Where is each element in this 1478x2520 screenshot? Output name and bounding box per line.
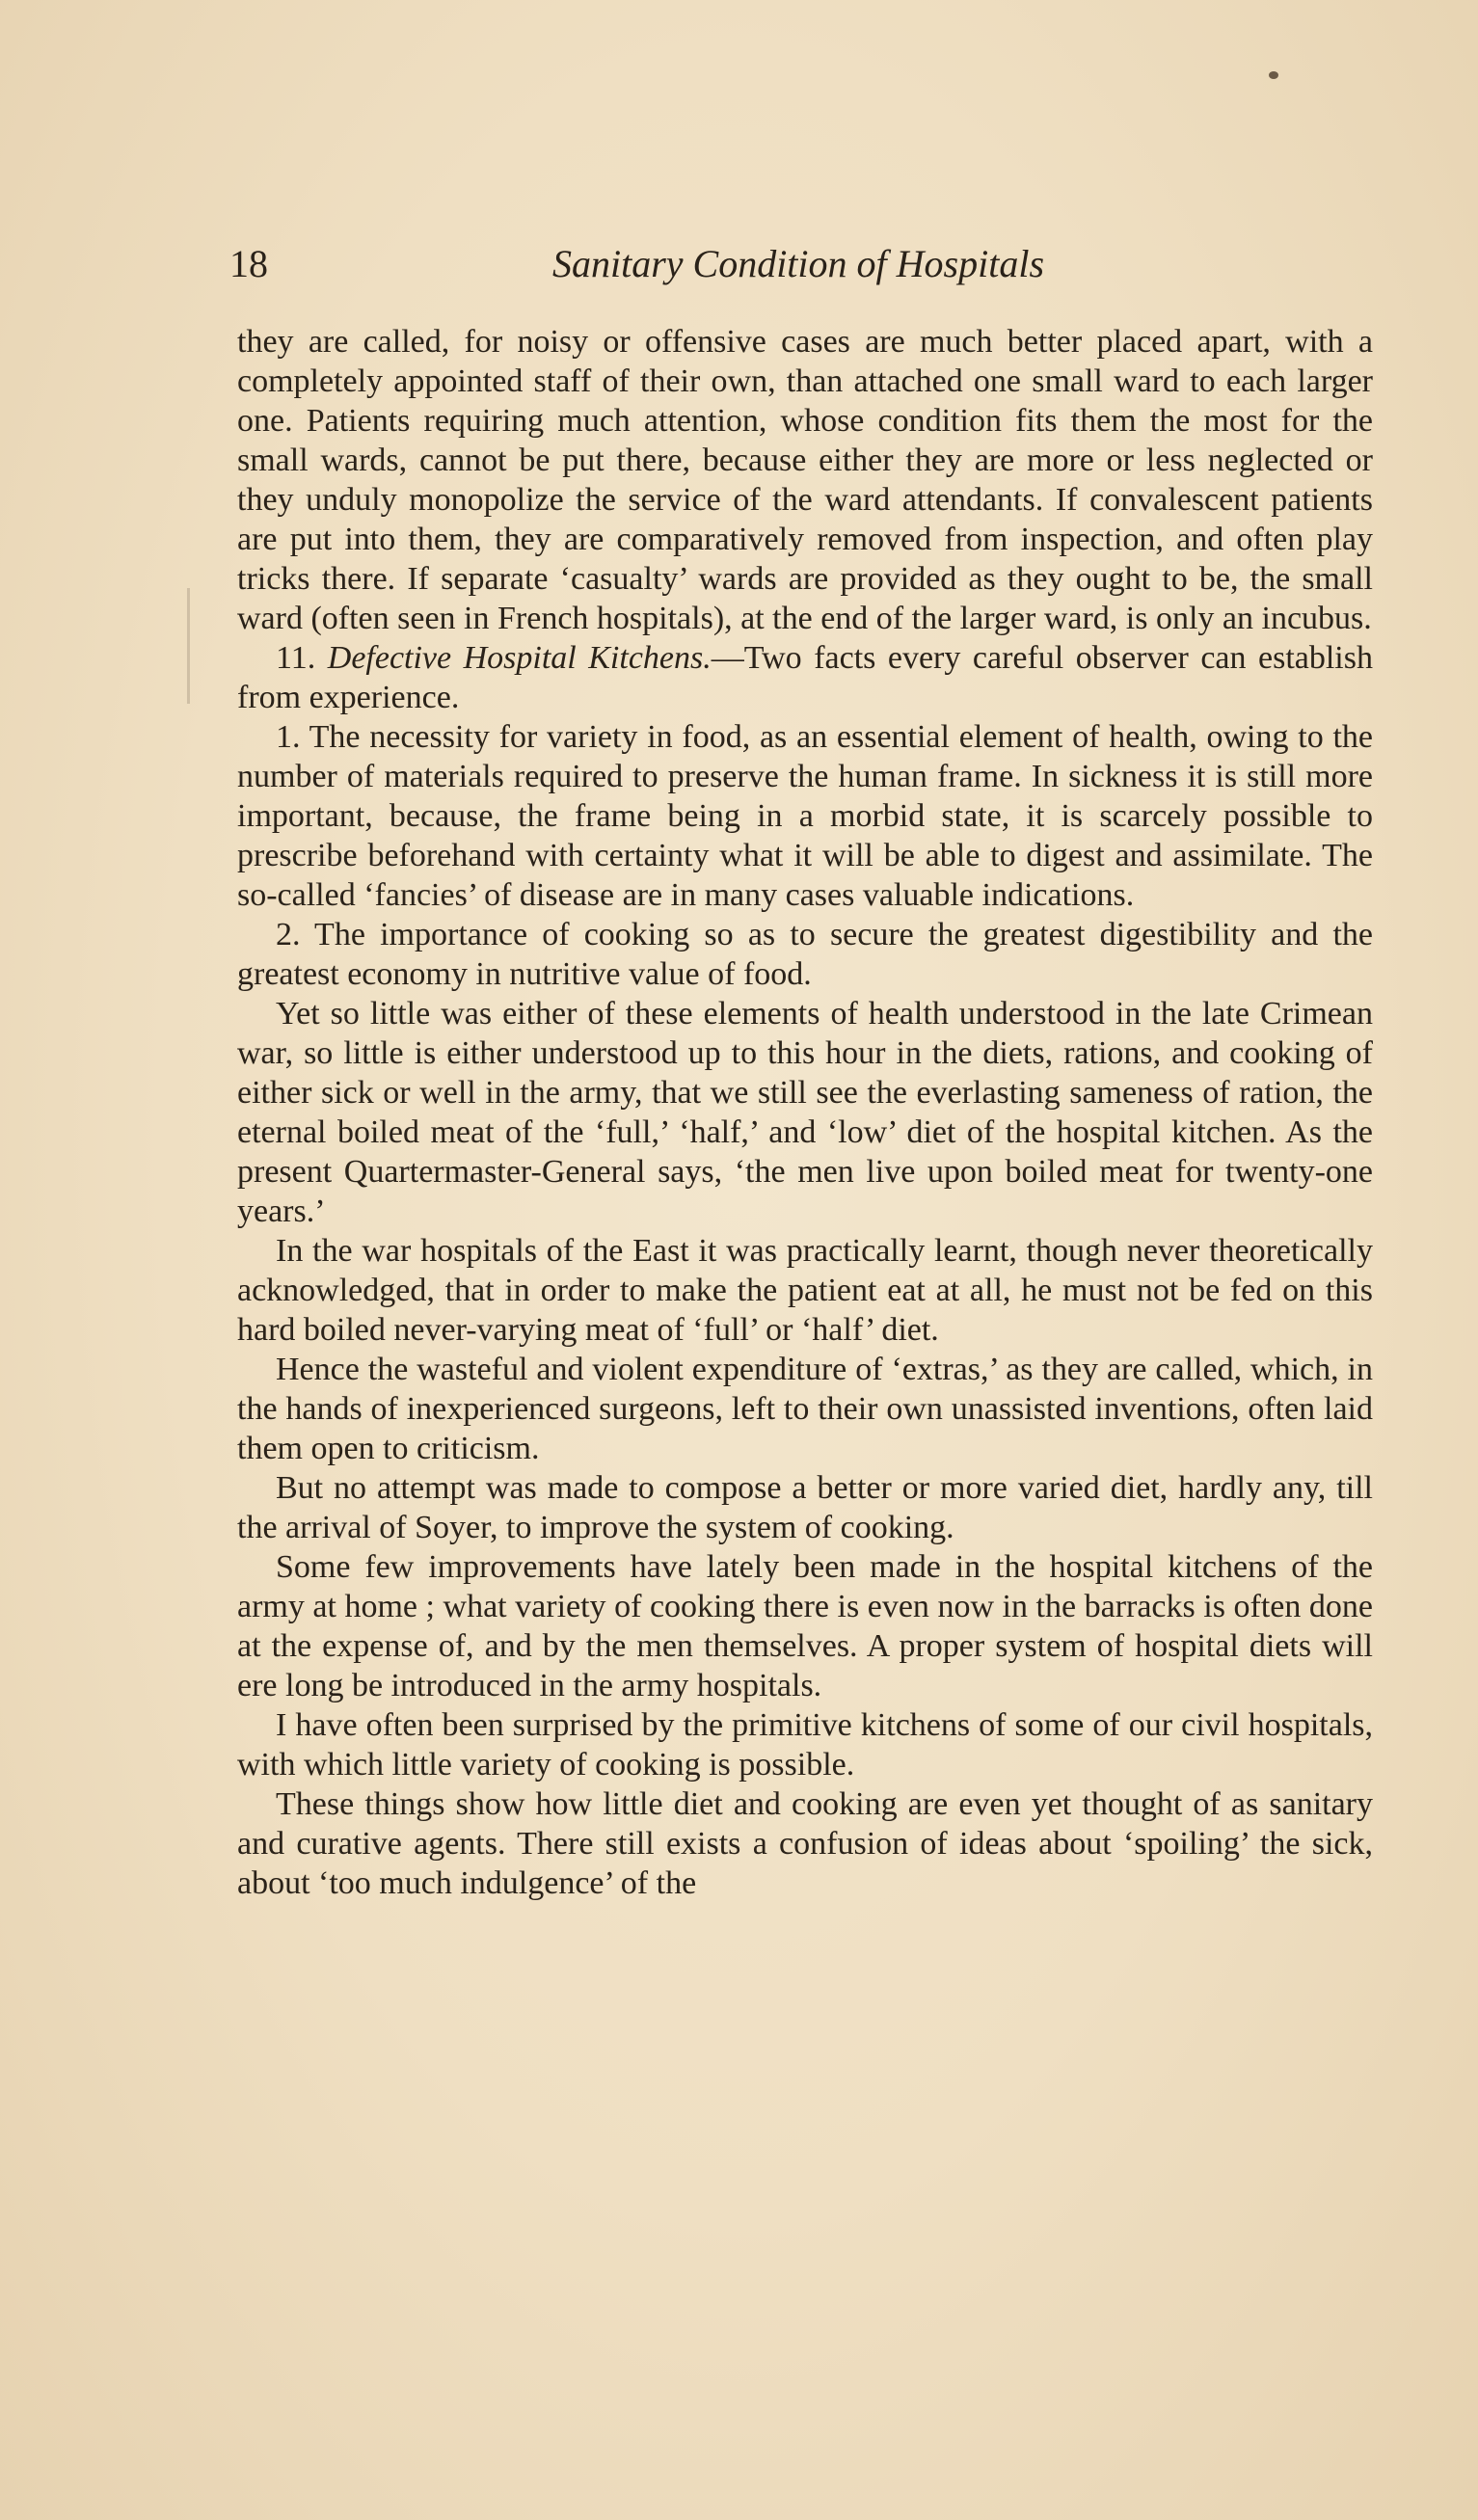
section-dash: — [711,640,744,676]
paragraph: In the war hospitals of the East it was practically learnt, though never theoretically acknowledged, that in order to make the patient eat at all, he must not be fed on this hard boiled never-varying meat of ‘full’ or ‘half’ diet. [237,1233,1373,1348]
paragraph: These things show how little diet and cooking are even yet thought of as sanitary and curative agents. There still exists a confusion of ideas about ‘spoiling’ the sick, about ‘too much indulgence’ of the [237,1786,1373,1901]
paragraph: Hence the wasteful and violent expenditure of ‘extras,’ as they are called, which, in the hands of inexperienced surgeons, left to their own unassisted inventions, often laid them open to criticism. [237,1352,1373,1466]
page-header [229,235,1367,293]
margin-mark [187,588,190,704]
paragraph: Yet so little was either of these elements of health understood in the late Crimean war, so little is either understood up to this hour in the diets, rations, and cooking of either sick or well in the army, that we still see the everlasting sameness of ration, the eternal boiled meat of the ‘full,’ ‘half,’ and ‘low’ diet of the hospital kitchen. As the present Quartermaster-General says, ‘the men live upon boiled meat for twenty-one years.’ [237,996,1373,1229]
paragraph: they are called, for noisy or offensive cases are much better placed apart, with a completely appointed staff of their own, than attached one small ward to each larger one. Patients requiring much attention, whose condition fits them the most for the small wards, cannot be put there, because either they are more or less neglected or they unduly monopolize the service of the ward attendants. If convalescent patients are put into them, they are comparatively removed from inspection, and often play tricks there. If separate ‘casualty’ wards are provided as they ought to be, the small ward (often seen in French hospitals), at the end of the larger ward, is only an incubus. [237,324,1373,636]
paragraph: 2. The importance of cooking so as to secure the greatest digestibility and the greatest economy in nutritive value of food. [237,917,1373,992]
running-title: Sanitary Condition of Hospitals [551,242,1045,285]
paragraph: 1. The necessity for variety in food, as an essential element of health, owing to the number of materials required to preserve the human frame. In sickness it is still more important, because, the frame being in a morbid state, it is scarcely possible to prescribe beforehand with certainty what it will be able to digest and assimilate. The so-called ‘fancies’ of disease are in many cases valuable indications. [237,719,1373,913]
paragraph: But no attempt was made to compose a better or more varied diet, hardly any, till the arrival of Soyer, to improve the system of cooking. [237,1470,1373,1545]
paragraph: Some few improvements have lately been made in the hospital kitchens of the army at home ; what variety of cooking there is even now in the barracks is often done at the expense of, and by the men themselves. A proper system of hospital diets will ere long be introduced in the army hospitals. [237,1549,1373,1703]
section-number: 11. [276,640,316,676]
section-text: Two facts every careful observer can establish from experience. [237,640,1373,715]
section-title: Defective Hospital Kitchens. [327,640,712,676]
section-heading-paragraph [237,638,1373,717]
body-text [237,322,1373,1903]
paragraph: I have often been surprised by the primitive kitchens of some of our civil hospitals, with which little variety of cooking is possible. [237,1707,1373,1783]
page-number: 18 [229,242,268,285]
paper-speck [1269,71,1278,79]
